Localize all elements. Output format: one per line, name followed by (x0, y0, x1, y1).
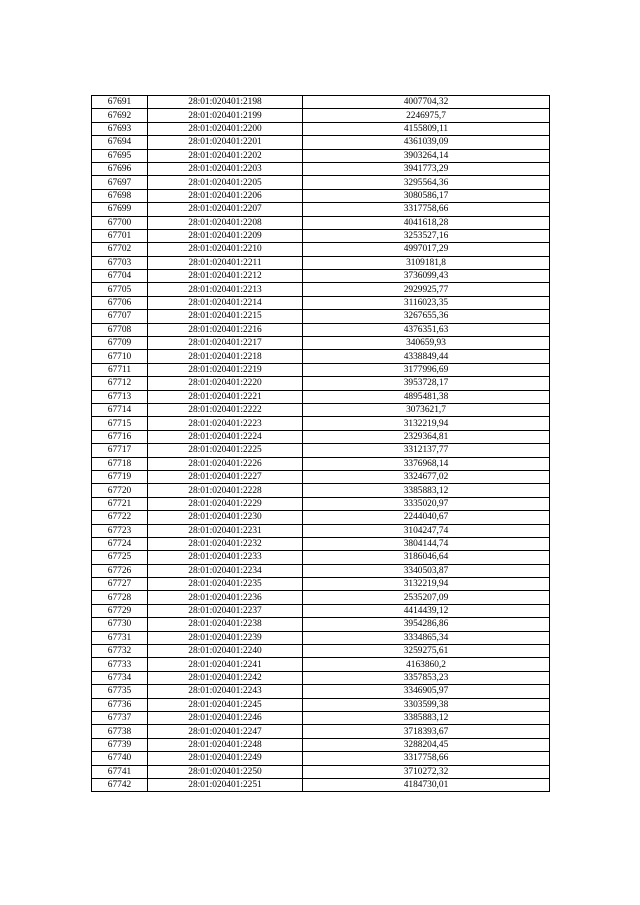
table-row (92, 725, 550, 738)
value-cell: 3346905,97 (303, 685, 550, 698)
table-row (92, 618, 550, 631)
cadastral-number-cell: 28:01:020401:2219 (148, 363, 303, 376)
cadastral-number-cell: 28:01:020401:2246 (148, 711, 303, 724)
cadastral-number-cell: 28:01:020401:2223 (148, 417, 303, 430)
cadastral-number-cell: 28:01:020401:2248 (148, 738, 303, 751)
value-cell: 3288204,45 (303, 738, 550, 751)
cadastral-number-cell: 28:01:020401:2229 (148, 497, 303, 510)
row-number-cell: 67698 (92, 189, 148, 202)
row-number-cell: 67706 (92, 296, 148, 309)
table-row (92, 578, 550, 591)
value-cell: 2244040,67 (303, 511, 550, 524)
value-cell: 2246975,7 (303, 109, 550, 122)
cadastral-number-cell: 28:01:020401:2213 (148, 283, 303, 296)
cadastral-number-cell: 28:01:020401:2247 (148, 725, 303, 738)
value-cell: 4361039,09 (303, 136, 550, 149)
cadastral-number-cell: 28:01:020401:2227 (148, 470, 303, 483)
row-number-cell: 67709 (92, 337, 148, 350)
table-row (92, 497, 550, 510)
row-number-cell: 67737 (92, 711, 148, 724)
table-row (92, 765, 550, 778)
row-number-cell: 67727 (92, 578, 148, 591)
row-number-cell: 67713 (92, 390, 148, 403)
cadastral-number-cell: 28:01:020401:2205 (148, 176, 303, 189)
table-row (92, 296, 550, 309)
cadastral-number-cell: 28:01:020401:2203 (148, 162, 303, 175)
cadastral-number-cell: 28:01:020401:2251 (148, 778, 303, 791)
table-row (92, 363, 550, 376)
value-cell: 3259275,61 (303, 645, 550, 658)
table-row (92, 645, 550, 658)
cadastral-number-cell: 28:01:020401:2199 (148, 109, 303, 122)
cadastral-number-cell: 28:01:020401:2224 (148, 430, 303, 443)
table-row (92, 283, 550, 296)
row-number-cell: 67707 (92, 310, 148, 323)
table-row (92, 537, 550, 550)
table-row (92, 256, 550, 269)
cadastral-number-cell: 28:01:020401:2243 (148, 685, 303, 698)
table-row (92, 229, 550, 242)
value-cell: 4997017,29 (303, 243, 550, 256)
value-cell: 3941773,29 (303, 162, 550, 175)
row-number-cell: 67733 (92, 658, 148, 671)
table-row (92, 738, 550, 751)
value-cell: 3718393,67 (303, 725, 550, 738)
row-number-cell: 67704 (92, 270, 148, 283)
row-number-cell: 67693 (92, 122, 148, 135)
cadastral-number-cell: 28:01:020401:2226 (148, 457, 303, 470)
cadastral-number-cell: 28:01:020401:2221 (148, 390, 303, 403)
row-number-cell: 67717 (92, 444, 148, 457)
cadastral-number-cell: 28:01:020401:2228 (148, 484, 303, 497)
cadastral-number-cell: 28:01:020401:2235 (148, 578, 303, 591)
value-cell: 4376351,63 (303, 323, 550, 336)
row-number-cell: 67725 (92, 551, 148, 564)
table-row (92, 671, 550, 684)
row-number-cell: 67735 (92, 685, 148, 698)
row-number-cell: 67715 (92, 417, 148, 430)
table-row (92, 136, 550, 149)
table-body (92, 96, 550, 792)
value-cell: 2329364,81 (303, 430, 550, 443)
row-number-cell: 67712 (92, 377, 148, 390)
table-row (92, 203, 550, 216)
table-row (92, 457, 550, 470)
value-cell: 3317758,66 (303, 752, 550, 765)
value-cell: 3953728,17 (303, 377, 550, 390)
row-number-cell: 67730 (92, 618, 148, 631)
cadastral-number-cell: 28:01:020401:2230 (148, 511, 303, 524)
cadastral-number-cell: 28:01:020401:2245 (148, 698, 303, 711)
table-row (92, 511, 550, 524)
row-number-cell: 67732 (92, 645, 148, 658)
value-cell: 4007704,32 (303, 96, 550, 109)
row-number-cell: 67726 (92, 564, 148, 577)
row-number-cell: 67708 (92, 323, 148, 336)
row-number-cell: 67710 (92, 350, 148, 363)
value-cell: 3903264,14 (303, 149, 550, 162)
value-cell: 4155809,11 (303, 122, 550, 135)
table-row (92, 484, 550, 497)
cadastral-number-cell: 28:01:020401:2198 (148, 96, 303, 109)
row-number-cell: 67738 (92, 725, 148, 738)
row-number-cell: 67741 (92, 765, 148, 778)
cadastral-number-cell: 28:01:020401:2200 (148, 122, 303, 135)
cadastral-number-cell: 28:01:020401:2242 (148, 671, 303, 684)
cadastral-number-cell: 28:01:020401:2211 (148, 256, 303, 269)
cadastral-number-cell: 28:01:020401:2201 (148, 136, 303, 149)
cadastral-number-cell: 28:01:020401:2216 (148, 323, 303, 336)
table-row (92, 189, 550, 202)
row-number-cell: 67740 (92, 752, 148, 765)
value-cell: 3186046,64 (303, 551, 550, 564)
row-number-cell: 67701 (92, 229, 148, 242)
value-cell: 3253527,16 (303, 229, 550, 242)
value-cell: 4414439,12 (303, 604, 550, 617)
cadastral-number-cell: 28:01:020401:2240 (148, 645, 303, 658)
cadastral-number-cell: 28:01:020401:2225 (148, 444, 303, 457)
table-row (92, 403, 550, 416)
table-row (92, 470, 550, 483)
value-cell: 2535207,09 (303, 591, 550, 604)
table-row (92, 698, 550, 711)
value-cell: 3177996,69 (303, 363, 550, 376)
value-cell: 3385883,12 (303, 711, 550, 724)
cadastral-number-cell: 28:01:020401:2208 (148, 216, 303, 229)
row-number-cell: 67714 (92, 403, 148, 416)
value-cell: 3312137,77 (303, 444, 550, 457)
row-number-cell: 67705 (92, 283, 148, 296)
value-cell: 3132219,94 (303, 578, 550, 591)
value-cell: 3710272,32 (303, 765, 550, 778)
table-row (92, 162, 550, 175)
row-number-cell: 67724 (92, 537, 148, 550)
value-cell: 4184730,01 (303, 778, 550, 791)
cadastral-number-cell: 28:01:020401:2212 (148, 270, 303, 283)
row-number-cell: 67731 (92, 631, 148, 644)
cadastral-number-cell: 28:01:020401:2214 (148, 296, 303, 309)
value-cell: 3267655,36 (303, 310, 550, 323)
row-number-cell: 67736 (92, 698, 148, 711)
value-cell: 3295564,36 (303, 176, 550, 189)
value-cell: 4163860,2 (303, 658, 550, 671)
row-number-cell: 67711 (92, 363, 148, 376)
row-number-cell: 67734 (92, 671, 148, 684)
table-row (92, 564, 550, 577)
table-row (92, 350, 550, 363)
value-cell: 3357853,23 (303, 671, 550, 684)
value-cell: 3736099,43 (303, 270, 550, 283)
value-cell: 3317758,66 (303, 203, 550, 216)
cadastral-number-cell: 28:01:020401:2210 (148, 243, 303, 256)
value-cell: 3104247,74 (303, 524, 550, 537)
cadastral-number-cell: 28:01:020401:2206 (148, 189, 303, 202)
table-row (92, 390, 550, 403)
row-number-cell: 67696 (92, 162, 148, 175)
table-row (92, 711, 550, 724)
table-row (92, 685, 550, 698)
cadastral-number-cell: 28:01:020401:2241 (148, 658, 303, 671)
cadastral-number-cell: 28:01:020401:2236 (148, 591, 303, 604)
cadastral-number-cell: 28:01:020401:2249 (148, 752, 303, 765)
table-row (92, 122, 550, 135)
table-row (92, 243, 550, 256)
table-row (92, 417, 550, 430)
value-cell: 4895481,38 (303, 390, 550, 403)
value-cell: 4041618,28 (303, 216, 550, 229)
cadastral-number-cell: 28:01:020401:2232 (148, 537, 303, 550)
cadastral-number-cell: 28:01:020401:2222 (148, 403, 303, 416)
value-cell: 3334865,34 (303, 631, 550, 644)
table-row (92, 778, 550, 791)
row-number-cell: 67719 (92, 470, 148, 483)
value-cell: 3132219,94 (303, 417, 550, 430)
table-row (92, 604, 550, 617)
value-cell: 3080586,17 (303, 189, 550, 202)
row-number-cell: 67720 (92, 484, 148, 497)
cadastral-number-cell: 28:01:020401:2234 (148, 564, 303, 577)
cadastral-number-cell: 28:01:020401:2207 (148, 203, 303, 216)
row-number-cell: 67718 (92, 457, 148, 470)
value-cell: 3324677,02 (303, 470, 550, 483)
value-cell: 4338849,44 (303, 350, 550, 363)
row-number-cell: 67692 (92, 109, 148, 122)
row-number-cell: 67721 (92, 497, 148, 510)
cadastral-number-cell: 28:01:020401:2217 (148, 337, 303, 350)
value-cell: 3376968,14 (303, 457, 550, 470)
cadastral-number-cell: 28:01:020401:2239 (148, 631, 303, 644)
table-row (92, 551, 550, 564)
value-cell: 3340503,87 (303, 564, 550, 577)
table-row (92, 631, 550, 644)
value-cell: 3116023,35 (303, 296, 550, 309)
table-row (92, 591, 550, 604)
row-number-cell: 67695 (92, 149, 148, 162)
cadastral-number-cell: 28:01:020401:2233 (148, 551, 303, 564)
row-number-cell: 67722 (92, 511, 148, 524)
value-cell: 3303599,38 (303, 698, 550, 711)
value-cell: 3954286,86 (303, 618, 550, 631)
row-number-cell: 67694 (92, 136, 148, 149)
row-number-cell: 67691 (92, 96, 148, 109)
value-cell: 3073621,7 (303, 403, 550, 416)
table-row (92, 444, 550, 457)
cadastral-number-cell: 28:01:020401:2220 (148, 377, 303, 390)
cadastral-number-cell: 28:01:020401:2209 (148, 229, 303, 242)
row-number-cell: 67729 (92, 604, 148, 617)
row-number-cell: 67703 (92, 256, 148, 269)
table-row (92, 524, 550, 537)
table-row (92, 96, 550, 109)
table-row (92, 430, 550, 443)
row-number-cell: 67716 (92, 430, 148, 443)
table-row (92, 109, 550, 122)
cadastral-number-cell: 28:01:020401:2250 (148, 765, 303, 778)
row-number-cell: 67742 (92, 778, 148, 791)
row-number-cell: 67739 (92, 738, 148, 751)
cadastral-number-cell: 28:01:020401:2218 (148, 350, 303, 363)
table-row (92, 216, 550, 229)
row-number-cell: 67700 (92, 216, 148, 229)
row-number-cell: 67723 (92, 524, 148, 537)
cadastral-number-cell: 28:01:020401:2202 (148, 149, 303, 162)
table-row (92, 658, 550, 671)
table-row (92, 323, 550, 336)
cadastral-number-cell: 28:01:020401:2238 (148, 618, 303, 631)
row-number-cell: 67702 (92, 243, 148, 256)
value-cell: 3804144,74 (303, 537, 550, 550)
table-row (92, 270, 550, 283)
table-row (92, 752, 550, 765)
cadastral-number-cell: 28:01:020401:2231 (148, 524, 303, 537)
value-cell: 3335020,97 (303, 497, 550, 510)
table-row (92, 337, 550, 350)
value-cell: 340659,93 (303, 337, 550, 350)
cadastral-number-cell: 28:01:020401:2215 (148, 310, 303, 323)
cadastral-number-cell: 28:01:020401:2237 (148, 604, 303, 617)
table-row (92, 149, 550, 162)
row-number-cell: 67728 (92, 591, 148, 604)
data-table (91, 95, 550, 792)
table-row (92, 176, 550, 189)
table-row (92, 310, 550, 323)
value-cell: 2929925,77 (303, 283, 550, 296)
table-row (92, 377, 550, 390)
row-number-cell: 67697 (92, 176, 148, 189)
row-number-cell: 67699 (92, 203, 148, 216)
value-cell: 3109181,8 (303, 256, 550, 269)
value-cell: 3385883,12 (303, 484, 550, 497)
